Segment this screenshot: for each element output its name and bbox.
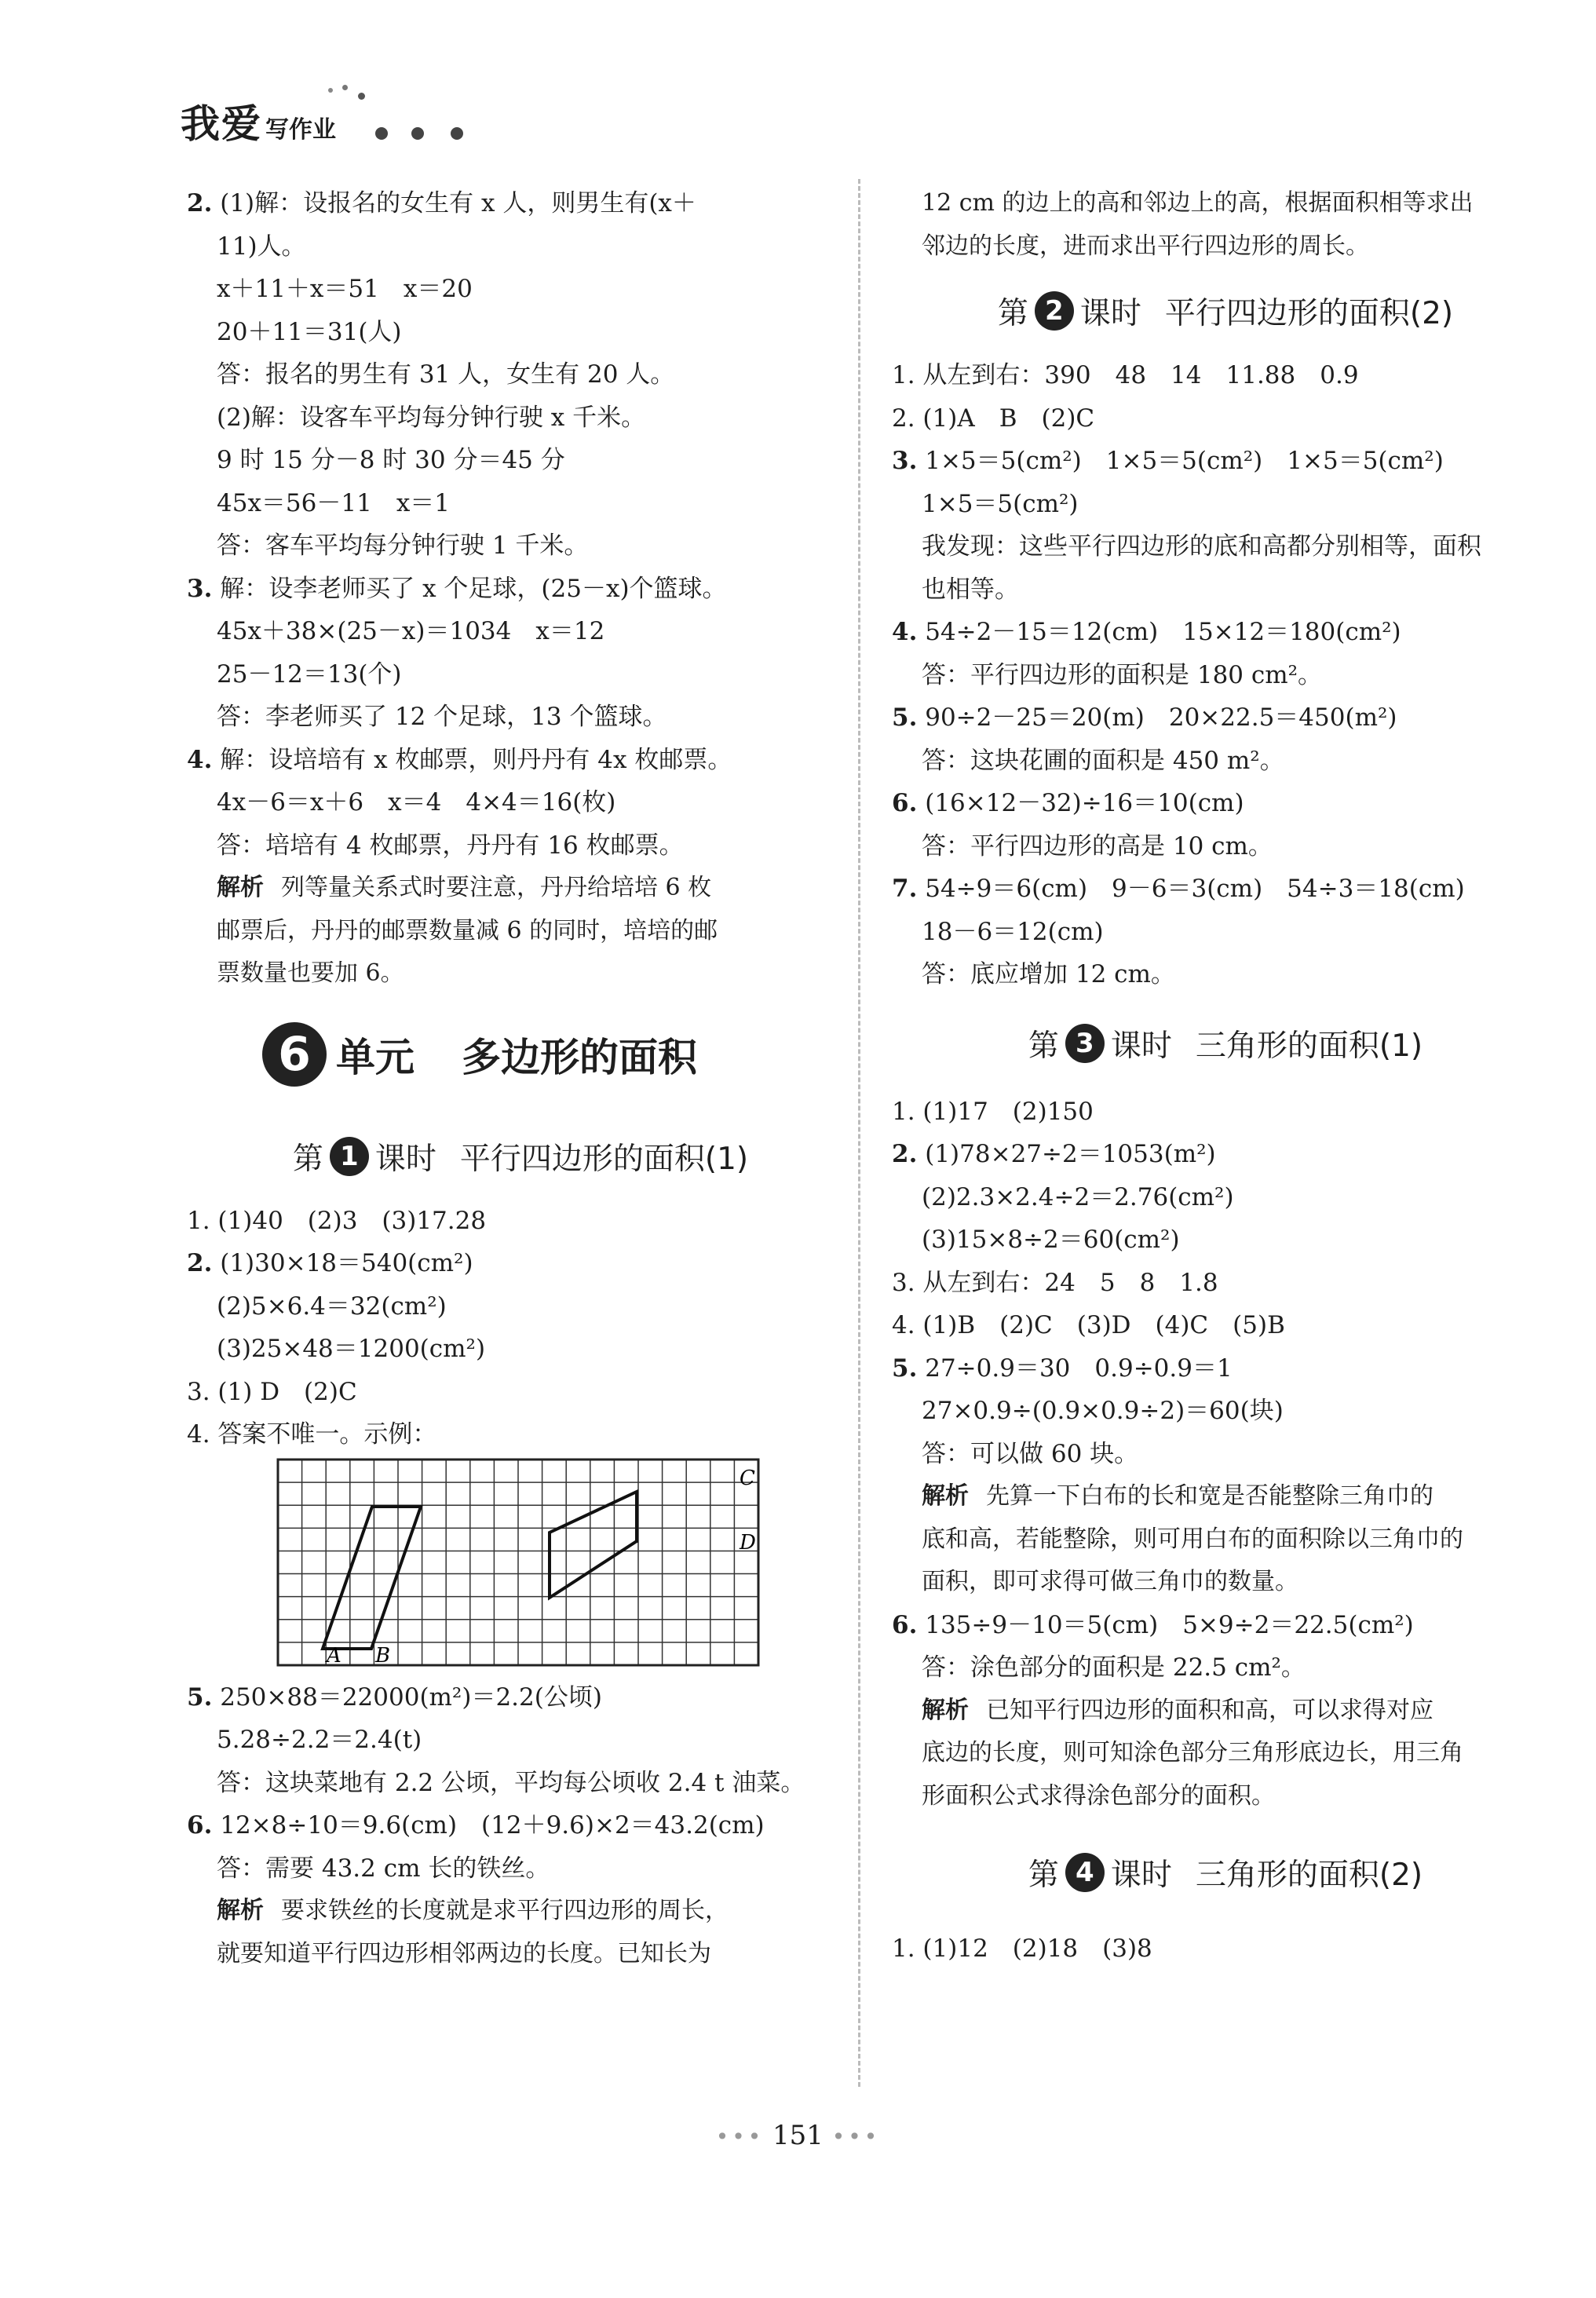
l2-answer-7-line-3: 答：底应增加 12 cm。: [922, 960, 1175, 988]
logo-big-text: 我爱: [181, 101, 262, 147]
l3-note6-2: 底边的长度，则可知涂色部分三角形底边长，用三角: [922, 1739, 1463, 1766]
grid-svg: [275, 1456, 761, 1668]
l1-answer-5-line-1: 5. 250×88＝22000(m²)＝2.2(公顷): [187, 1682, 602, 1712]
q3-line-4: 答：李老师买了 12 个足球，13 个篮球。: [217, 703, 667, 731]
label-a: A: [327, 1643, 341, 1668]
lesson-4-heading: 第 4 课时 三角形的面积(2): [892, 1818, 1559, 1927]
label-b: B: [375, 1643, 391, 1668]
label-c: C: [740, 1466, 755, 1490]
logo-small-text: 写作业: [265, 116, 336, 144]
l1-answer-6-line-1: 6. 12×8÷10＝9.6(cm) (12＋9.6)×2＝43.2(cm): [187, 1811, 765, 1839]
l2-answer-3-line-1: 3. 1×5＝5(cm²) 1×5＝5(cm²) 1×5＝5(cm²): [892, 447, 1444, 475]
q4-line-2: 4x－6＝x＋6 x＝4 4×4＝16(枚): [217, 788, 616, 817]
lesson-2-heading: 第 2 课时 平行四边形的面积(2): [892, 268, 1559, 354]
q2-line-2: 11)人。: [217, 232, 306, 261]
l3-answer-5-line-3: 答：可以做 60 块。: [922, 1439, 1139, 1468]
l1-answer-3: 3. (1) D (2)C: [187, 1377, 357, 1406]
l3-answer-5-line-1: 5. 27÷0.9＝30 0.9÷0.9＝1: [892, 1354, 1233, 1383]
q2-line-8: 45x＝56－11 x＝1: [217, 488, 451, 517]
unit-title: 多边形的面积: [462, 1034, 697, 1080]
parallelogram-cd: [550, 1492, 637, 1598]
l1-note-1: 解析 要求铁丝的长度就是求平行四边形的周长，: [217, 1897, 729, 1924]
l1-answer-1: 1. (1)40 (2)3 (3)17.28: [187, 1206, 487, 1235]
l2-answer-2: 2. (1)A B (2)C: [892, 404, 1095, 433]
l3-note6-1: 解析 已知平行四边形的面积和高，可以求得对应: [922, 1696, 1433, 1724]
l2-answer-7-line-1: 7. 54÷9＝6(cm) 9－6＝3(cm) 54÷3＝18(cm): [892, 875, 1465, 903]
q2-line-6: (2)解：设客车平均每分钟行驶 x 千米。: [217, 403, 646, 432]
lesson-1-heading: 第 1 课时 平行四边形的面积(1): [187, 1113, 854, 1200]
l3-answer-1: 1. (1)17 (2)150: [892, 1097, 1094, 1126]
l3-answer-2-line-3: (3)15×8÷2＝60(cm²): [922, 1226, 1180, 1254]
l2-answer-5-line-1: 5. 90÷2－25＝20(m) 20×22.5＝450(m²): [892, 703, 1397, 732]
l2-answer-6-line-2: 答：平行四边形的高是 10 cm。: [922, 831, 1273, 860]
q2-line-5: 答：报名的男生有 31 人，女生有 20 人。: [217, 360, 675, 389]
l2-answer-4-line-2: 答：平行四边形的面积是 180 cm²。: [922, 660, 1323, 689]
l3-answer-2-line-2: (2)2.3×2.4÷2＝2.76(cm²): [922, 1182, 1234, 1211]
q2-line-9: 答：客车平均每分钟行驶 1 千米。: [217, 532, 589, 560]
footer-dots-right: •••: [831, 2124, 881, 2150]
q4-note-1: 解析 列等量关系式时要注意，丹丹给培培 6 枚: [217, 874, 712, 901]
l1-answer-2-line-1: 2. (1)30×18＝540(cm²): [187, 1249, 473, 1277]
lesson-number-badge: 1: [330, 1137, 369, 1176]
l4-answer-1: 1. (1)12 (2)18 (3)8: [892, 1934, 1152, 1963]
q4-note-3: 票数量也要加 6。: [217, 959, 404, 987]
q4-note-2: 邮票后，丹丹的邮票数量减 6 的同时，培培的邮: [217, 916, 718, 944]
l3-note5-2: 底和高，若能整除，则可用白布的面积除以三角巾的: [922, 1525, 1463, 1553]
q2-line-3: x＋11＋x＝51 x＝20: [217, 275, 473, 303]
l2-answer-1: 1. 从左到右：390 48 14 11.88 0.9: [892, 361, 1359, 389]
lesson-number-badge: 3: [1065, 1024, 1105, 1063]
l3-answer-2-line-1: 2. (1)78×27÷2＝1053(m²): [892, 1140, 1216, 1168]
l3-answer-4: 4. (1)B (2)C (3)D (4)C (5)B: [892, 1311, 1285, 1339]
l2-answer-6-line-1: 6. (16×12－32)÷16＝10(cm): [892, 789, 1244, 817]
lesson-3-heading: 第 3 课时 三角形的面积(1): [892, 996, 1559, 1091]
l3-answer-3: 3. 从左到右：24 5 8 1.8: [892, 1268, 1218, 1297]
unit-label: 单元: [336, 1034, 415, 1080]
page-number: 151: [772, 2120, 824, 2151]
l3-answer-6-line-1: 6. 135÷9－10＝5(cm) 5×9÷2＝22.5(cm²): [892, 1610, 1414, 1639]
q3-line-1: 3. 解：设李老师买了 x 个足球，(25－x)个篮球。: [187, 574, 727, 603]
q3-line-2: 45x＋38×(25－x)＝1034 x＝12: [217, 617, 605, 645]
l1-note-continued-2: 邻边的长度，进而求出平行四边形的周长。: [922, 232, 1369, 260]
q2-line-4: 20＋11＝31(人): [217, 317, 402, 346]
l3-note6-3: 形面积公式求得涂色部分的面积。: [922, 1781, 1275, 1810]
l2-answer-4-line-1: 4. 54÷2－15＝12(cm) 15×12＝180(cm²): [892, 618, 1401, 646]
column-divider: [858, 179, 860, 2087]
q2-line-1: 2. (1)解：设报名的女生有 x 人，则男生有(x＋: [187, 189, 696, 217]
l1-note-continued-1: 12 cm 的边上的高和邻边上的高，根据面积相等求出: [922, 189, 1474, 217]
lesson-number-badge: 4: [1065, 1853, 1105, 1892]
l3-answer-5-line-2: 27×0.9÷(0.9×0.9÷2)＝60(块): [922, 1397, 1284, 1425]
q2-line-7: 9 时 15 分－8 时 30 分＝45 分: [217, 446, 565, 474]
l1-note-2: 就要知道平行四边形相邻两边的长度。已知长为: [217, 1939, 711, 1967]
l2-answer-5-line-2: 答：这块花圃的面积是 450 m²。: [922, 746, 1284, 775]
unit-number-badge: 6: [262, 1022, 327, 1087]
q4-line-3: 答：培培有 4 枚邮票，丹丹有 16 枚邮票。: [217, 831, 684, 860]
l1-answer-4: 4. 答案不唯一。示例：: [187, 1420, 437, 1449]
l1-answer-5-line-2: 5.28÷2.2＝2.4(t): [217, 1726, 422, 1754]
lesson-number-badge: 2: [1035, 291, 1074, 331]
l1-answer-2-line-3: (3)25×48＝1200(cm²): [217, 1335, 486, 1363]
grid-lines: [278, 1460, 758, 1665]
label-d: D: [740, 1530, 756, 1555]
l2-answer-3-line-2: 1×5＝5(cm²): [922, 489, 1079, 518]
l1-answer-2-line-2: (2)5×6.4＝32(cm²): [217, 1291, 447, 1321]
right-column: [892, 182, 1559, 1971]
l3-note5-3: 面积，即可求得可做三角巾的数量。: [922, 1568, 1298, 1595]
unit-heading: [187, 996, 854, 1113]
l3-answer-6-line-2: 答：涂色部分的面积是 22.5 cm²。: [922, 1653, 1306, 1682]
q4-line-1: 4. 解：设培培有 x 枚邮票，则丹丹有 4x 枚邮票。: [187, 745, 732, 774]
l2-answer-3-line-4: 也相等。: [922, 575, 1019, 604]
page-footer: [0, 2120, 1596, 2151]
parallelogram-grid-figure: [187, 1456, 854, 1676]
left-column: [187, 182, 854, 1975]
l3-note5-1: 解析 先算一下白布的长和宽是否能整除三角巾的: [922, 1482, 1433, 1510]
l2-answer-3-line-3: 我发现：这些平行四边形的底和高都分别相等，面积: [922, 532, 1481, 561]
l2-answer-7-line-2: 18－6＝12(cm): [922, 917, 1104, 946]
footer-dots-left: •••: [715, 2124, 765, 2150]
l1-answer-5-line-3: 答：这块菜地有 2.2 公顷，平均每公顷收 2.4 t 油菜。: [217, 1768, 805, 1797]
header-logo: [181, 93, 336, 149]
l1-answer-6-line-2: 答：需要 43.2 cm 长的铁丝。: [217, 1854, 550, 1883]
q3-line-3: 25－12＝13(个): [217, 659, 402, 689]
